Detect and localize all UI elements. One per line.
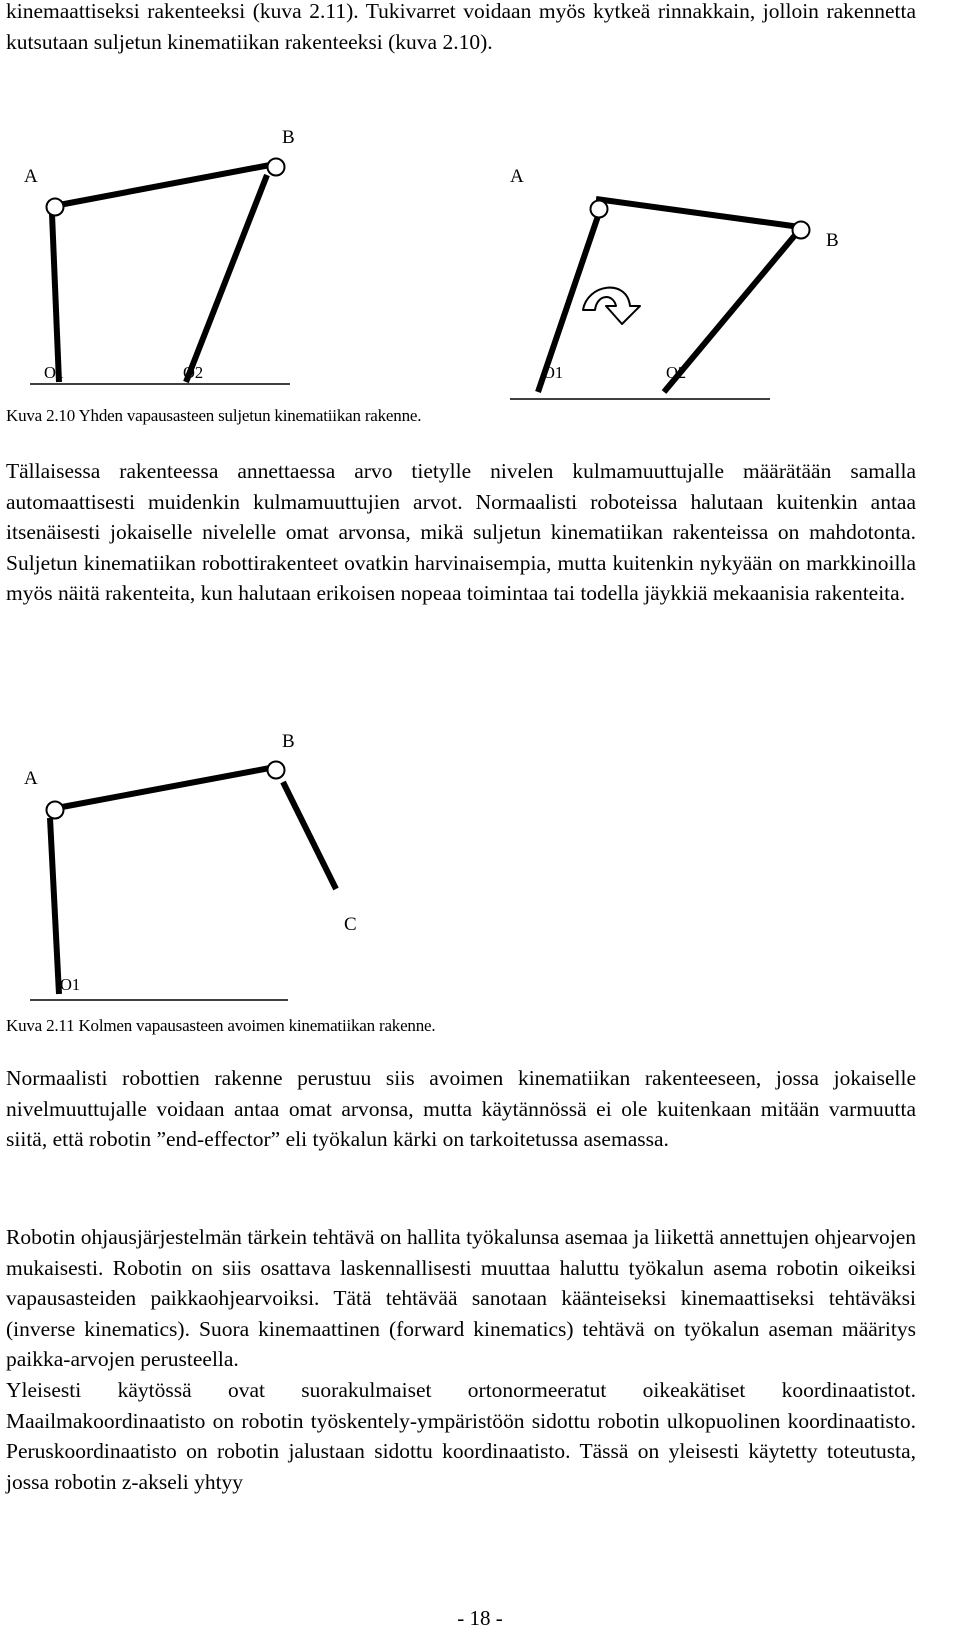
figure-2-10-diagram <box>0 0 960 400</box>
joint-b <box>268 762 285 779</box>
joint-a <box>47 802 64 819</box>
link-b-o2 <box>186 175 267 382</box>
label-c: C <box>344 914 357 935</box>
link-a-b <box>62 768 270 807</box>
joint-a <box>47 199 64 216</box>
figure-2-11-caption: Kuva 2.11 Kolmen vapausasteen avoimen kinematiikan rakenne. <box>6 1016 436 1035</box>
figure-2-10-caption: Kuva 2.10 Yhden vapausasteen suljetun kinematiikan rakenne. <box>6 406 422 425</box>
label-a: A <box>24 166 38 187</box>
label-o2: O2 <box>666 363 687 382</box>
label-o1: O1 <box>543 363 564 382</box>
label-b: B <box>826 230 839 251</box>
link-b-c <box>283 782 336 889</box>
joint-b <box>793 222 810 239</box>
link-o1-a <box>50 818 59 994</box>
link-a-b <box>59 165 270 205</box>
figure-2-11-diagram <box>0 710 960 1010</box>
joint-a <box>591 201 608 218</box>
label-b: B <box>282 127 295 148</box>
paragraph-2: Normaalisti robottien rakenne perustuu siis avoimen kinematiikan rakenteeseen, jossa jokaiselle nivelmuuttujalle voidaan antaa omat arvonsa, mutta käytännössä ei ole kuitenkaan mitään varmuutta siitä, että robotin ”end-effector” eli työkalun kärki on tarkoitetussa asemassa. <box>6 1066 916 1152</box>
label-a: A <box>24 768 38 789</box>
label-a: A <box>510 166 524 187</box>
intro-text: kinemaattiseksi rakenteeksi (kuva 2.11). Tukivarret voidaan myös kytkeä rinnakkain, jolloin rakennetta kutsutaan suljetun kinematiikan rakenteeksi (kuva 2.10). <box>6 0 916 54</box>
figure-2-10-right-mechanism <box>510 166 839 399</box>
paragraph-3: Robotin ohjausjärjestelmän tärkein tehtävä on hallita työkalunsa asemaa ja liikettä annettujen ohjearvojen mukaisesti. Robotin on siis osattava laskennallisesti muuttaa haluttu työkalun asema robotin oikeiksi vapausasteiden paikkaohjearvoiksi. Tätä tehtävää sanotaan käänteiseksi kinemaattiseksi tehtäväksi (inverse kinematics). Suora kinemaattinen (forward kinematics) tehtävä on työkalun aseman määritys paikka-arvojen perusteella. <box>6 1225 916 1372</box>
label-o1: O1 <box>44 363 65 382</box>
paragraph-1: Tällaisessa rakenteessa annettaessa arvo tietylle nivelen kulmamuuttujalle määrätään samalla automaattisesti muidenkin kulmamuuttujien arvot. Normaalisti roboteissa halutaan kuitenkin antaa itsenäisesti jokaiselle nivelelle omat arvonsa, mikä suljetun kinematiikan rakenteissa on mahdotonta. Suljetun kinematiikan robottirakenteet ovatkin harvinaisempia, mutta kuitenkin nykyään on markkinoilla myös näitä rakenteita, kun halutaan erikoisen nopeaa toimintaa tai todella jäykkiä mekaanisia rakenteita. <box>6 459 916 606</box>
page-number: - 18 - <box>457 1606 503 1630</box>
label-o2: O2 <box>183 363 204 382</box>
label-b: B <box>282 731 295 752</box>
rotation-arrow-icon <box>583 288 640 324</box>
link-a-b <box>596 199 800 227</box>
paragraph-4: Yleisesti käytössä ovat suorakulmaiset ortonormeeratut oikeakätiset koordinaatistot. Maailmakoordinaatisto on robotin työskentely-ympäristöön sidottu robotin ulkopuolinen koordinaatisto. Peruskoordinaatisto on robotin jalustaan sidottu koordinaatisto. Tässä on yleisesti käytetty toteutusta, jossa robotin z-akseli yhtyy <box>6 1378 916 1494</box>
label-o1: O1 <box>60 975 81 994</box>
link-o1-a <box>52 214 59 382</box>
figure-2-10-left-mechanism <box>24 127 295 384</box>
joint-b <box>268 159 285 176</box>
